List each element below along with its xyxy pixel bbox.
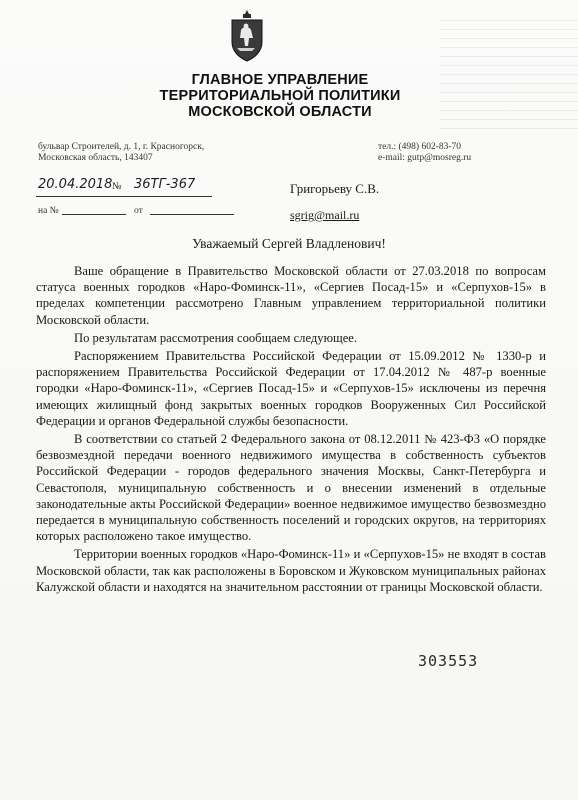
organization-contacts — [378, 142, 471, 164]
reference-number-blank — [62, 214, 126, 215]
address-line-2: Московская область, 143407 — [38, 153, 153, 163]
org-line-3: МОСКОВСКОЙ ОБЛАСТИ — [188, 104, 372, 120]
registration-number: 36ТГ-367 — [134, 177, 196, 192]
reference-date-blank — [150, 214, 234, 215]
paragraph-1: Ваше обращение в Правительство Московской области от 27.03.2018 по вопросам статуса военных городков «Наро-Фоминск-11», «Сергиев Посад-15» и «Серпухов-15» в пределах компетенции рассмотрено Главным управлением территориальной политики Московской области. — [36, 264, 546, 327]
greeting: Уважаемый Сергей Владленович! — [192, 236, 386, 251]
reference-date-label: от — [134, 206, 143, 216]
stamped-document-number: 303553 — [418, 652, 479, 670]
reference-number-label: на № — [38, 206, 59, 216]
org-line-1: ГЛАВНОЕ УПРАВЛЕНИЕ — [191, 72, 369, 88]
recipient-name: Григорьеву С.В. — [290, 181, 380, 196]
paragraph-5: Территории военных городков «Наро-Фоминск-11» и «Серпухов-15» не входят в состав Московской области, так как расположены в Боровском и Жуковском муниципальных районах Калужской области и находятся на значительном расстоянии от границы Московской области. — [36, 547, 546, 594]
registration-date: 20.04.2018 — [38, 177, 113, 192]
paragraph-4: В соответствии со статьей 2 Федерального закона от 08.12.2011 № 423-ФЗ «О порядке безвозмездной передачи военного недвижимого имущества в собственность субъектов Российской Федерации - городов федерального значения Москвы, Санкт-Петербурга и Севастополя, муниципальную собственность и о внесении изменений в отдельные законодательные акты Российской Федерации» военное недвижимое имущество безвозмездно передается в муниципальную собственность поселений и городских округов, на территориях которых расположено такое имущество. — [36, 432, 546, 544]
paragraph-3: Распоряжением Правительства Российской Федерации от 15.09.2012 № 1330-р и распоряжением Правительства Российской Федерации от 17.04.2012 № 487-р военные городки «Наро-Фоминск-11», «Сергиев Посад-15» и «Серпухов-15» исключены из перечня имеющих жилищный фонд закрытых военных городков Вооруженных Сил Российской Федерации и органов Федеральной службы безопасности. — [36, 349, 546, 428]
show-through-text — [440, 20, 578, 130]
organization-name — [130, 72, 430, 120]
address-line-1: бульвар Строителей, д. 1, г. Красногорск, — [38, 142, 205, 152]
organization-email: e-mail: gutp@mosreg.ru — [378, 153, 472, 163]
recipient-email: sgrig@mail.ru — [290, 208, 360, 222]
letter-body — [36, 263, 546, 597]
phone-number: тел.: (498) 602-83-70 — [378, 142, 462, 152]
org-line-2: ТЕРРИТОРИАЛЬНОЙ ПОЛИТИКИ — [159, 88, 401, 104]
moscow-region-coat-of-arms-icon — [229, 8, 265, 64]
paragraph-2: По результатам рассмотрения сообщаем следующее. — [74, 330, 358, 345]
number-sign: № — [112, 181, 122, 192]
organization-address — [38, 142, 204, 164]
